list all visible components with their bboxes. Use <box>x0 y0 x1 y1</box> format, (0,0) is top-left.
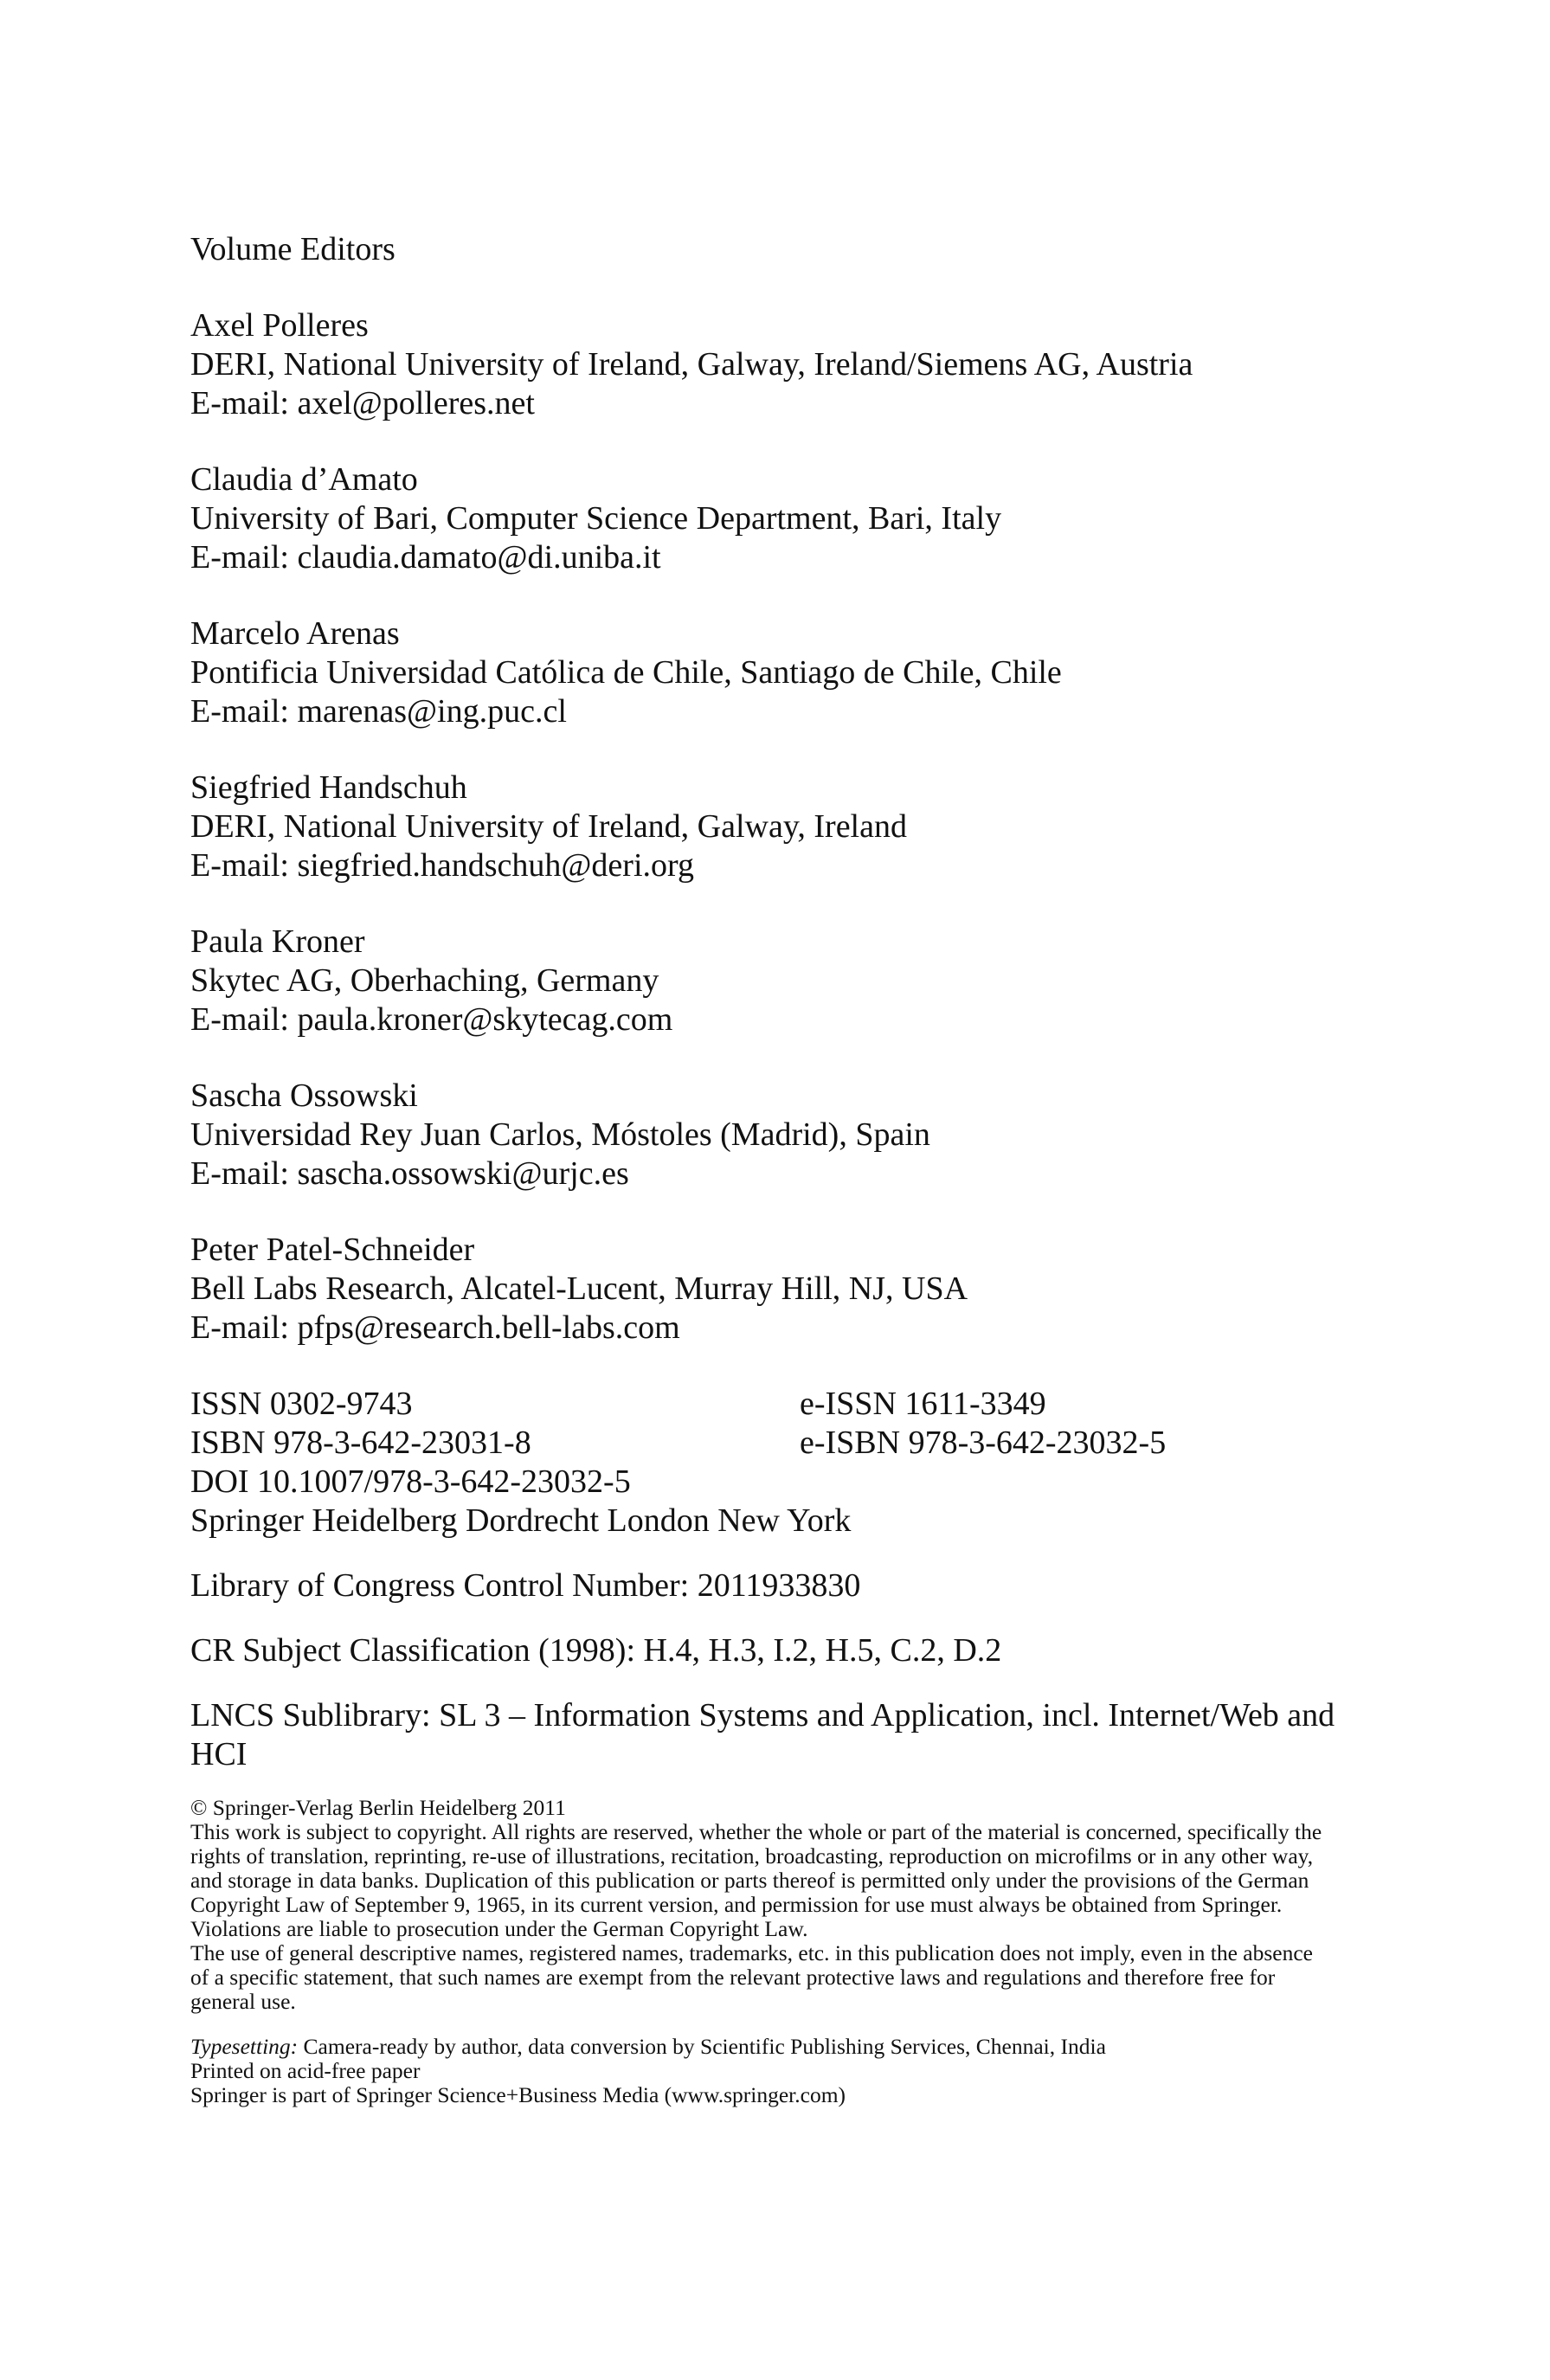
editor-entry <box>190 1077 1376 1193</box>
editor-affiliation: Pontificia Universidad Católica de Chile, Santiago de Chile, Chile <box>190 654 1062 691</box>
editor-name: Marcelo Arenas <box>190 615 400 652</box>
editor-name: Paula Kroner <box>190 923 365 960</box>
editor-email: E-mail: paula.kroner@skytecag.com <box>190 1001 673 1038</box>
doi: DOI 10.1007/978-3-642-23032-5 <box>190 1463 631 1500</box>
lncs-sublibrary: LNCS Sublibrary: SL 3 – Information Systems and Application, incl. Internet/Web and HCI <box>190 1697 1335 1772</box>
editor-email: E-mail: siegfried.handschuh@deri.org <box>190 847 694 884</box>
editor-email: E-mail: axel@polleres.net <box>190 385 535 421</box>
editor-name: Peter Patel-Schneider <box>190 1232 475 1268</box>
isbn: ISBN 978-3-642-23031-8 <box>190 1425 531 1461</box>
publisher-cities: Springer Heidelberg Dordrecht London New York <box>190 1502 852 1539</box>
editor-email: E-mail: sascha.ossowski@urjc.es <box>190 1155 629 1192</box>
editor-name: Sascha Ossowski <box>190 1077 418 1114</box>
editor-email: E-mail: pfps@research.bell-labs.com <box>190 1309 680 1346</box>
isbn-row <box>190 1424 1376 1463</box>
copyright-line: © Springer-Verlag Berlin Heidelberg 2011 <box>190 1795 566 1820</box>
publication-identifiers <box>190 1385 1376 1541</box>
acid-free-paper: Printed on acid-free paper <box>190 2058 421 2083</box>
editor-name: Axel Polleres <box>190 307 369 344</box>
main-text-block <box>190 230 1376 1800</box>
editor-entry <box>190 306 1376 423</box>
editor-entry <box>190 614 1376 731</box>
editor-affiliation: University of Bari, Computer Science Department, Bari, Italy <box>190 500 1002 537</box>
eisbn: e-ISBN 978-3-642-23032-5 <box>800 1425 1167 1461</box>
typesetting-line <box>190 2035 1335 2059</box>
editor-email: E-mail: claudia.damato@di.uniba.it <box>190 539 661 576</box>
editor-affiliation: Universidad Rey Juan Carlos, Móstoles (Madrid), Spain <box>190 1116 930 1153</box>
eissn: e-ISSN 1611-3349 <box>800 1386 1046 1422</box>
editor-entry <box>190 769 1376 885</box>
copyright-notice <box>190 1796 1335 2107</box>
springer-media: Springer is part of Springer Science+Business Media (www.springer.com) <box>190 2082 846 2107</box>
editor-entry <box>190 1231 1376 1348</box>
editor-affiliation: Bell Labs Research, Alcatel-Lucent, Murray Hill, NJ, USA <box>190 1270 968 1307</box>
issn: ISSN 0302-9743 <box>190 1386 413 1422</box>
volume-editors-heading: Volume Editors <box>190 231 396 267</box>
copyright-paragraph-1: This work is subject to copyright. All rights are reserved, whether the whole or part of the material is concerned, specifically the rights of translation, reprinting, re-use of illustrations, recitation, broadcasting, reproduction on microfilms or in any other way, and storage in data banks. Duplication of this publication or parts thereof is permitted only under the provisions of the German Copyright Law of September 9, 1965, in its current version, and permission for use must always be obtained from Springer. Violations are liable to prosecution under the German Copyright Law. <box>190 1819 1322 1941</box>
editor-entry <box>190 923 1376 1039</box>
editor-name: Claudia d’Amato <box>190 461 418 498</box>
editor-affiliation: DERI, National University of Ireland, Galway, Ireland <box>190 808 907 845</box>
loc-control-number: Library of Congress Control Number: 2011933830 <box>190 1567 861 1604</box>
typesetting-label: Typesetting: <box>190 2034 299 2059</box>
copyright-paragraph-2: The use of general descriptive names, registered names, trademarks, etc. in this publication does not imply, even in the absence of a specific statement, that such names are exempt from the relevant protective laws and regulations and therefore free for general use. <box>190 1940 1314 2014</box>
editor-affiliation: DERI, National University of Ireland, Galway, Ireland/Siemens AG, Austria <box>190 346 1193 383</box>
cr-subject-classification: CR Subject Classification (1998): H.4, H.3, I.2, H.5, C.2, D.2 <box>190 1632 1002 1669</box>
issn-row <box>190 1385 1376 1424</box>
typesetting-text: Camera-ready by author, data conversion by Scientific Publishing Services, Chennai, India <box>303 2034 1106 2059</box>
editor-affiliation: Skytec AG, Oberhaching, Germany <box>190 962 659 999</box>
editor-entry <box>190 460 1376 577</box>
editor-name: Siegfried Handschuh <box>190 769 467 806</box>
editor-email: E-mail: marenas@ing.puc.cl <box>190 693 567 730</box>
